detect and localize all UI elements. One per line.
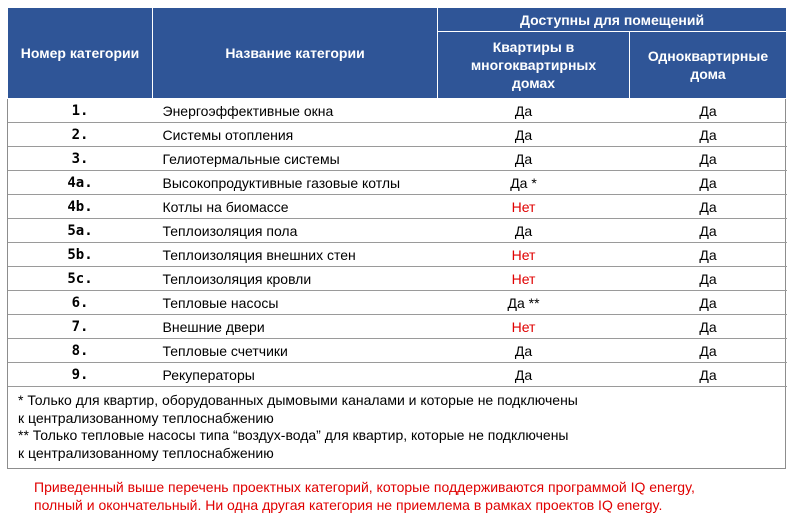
footnote-line: * Только для квартир, оборудованных дымовыми каналами и которые не подключены: [18, 392, 578, 408]
houses-availability: Да: [630, 99, 787, 123]
footnote-line: к централизованному теплоснабжению: [18, 409, 274, 426]
category-name: Внешние двери: [153, 315, 438, 339]
category-number: 9.: [8, 363, 153, 387]
table-row: [8, 147, 787, 171]
category-name: Энергоэффективные окна: [153, 99, 438, 123]
apartments-availability: Да: [438, 363, 630, 387]
category-number: 4a.: [8, 171, 153, 195]
apartments-availability: Да: [438, 123, 630, 147]
table-row: [8, 339, 787, 363]
table-row: [8, 315, 787, 339]
houses-availability: Да: [630, 123, 787, 147]
table-row: [8, 291, 787, 315]
header-number: Номер категории: [8, 8, 153, 99]
houses-availability: Да: [630, 267, 787, 291]
category-name: Высокопродуктивные газовые котлы: [153, 171, 438, 195]
houses-availability: Да: [630, 315, 787, 339]
category-number: 1.: [8, 99, 153, 123]
category-number: 2.: [8, 123, 153, 147]
category-number: 6.: [8, 291, 153, 315]
category-number: 5a.: [8, 219, 153, 243]
header-houses: Одноквартирные дома: [630, 32, 787, 99]
category-number: 5c.: [8, 267, 153, 291]
header-group: Доступны для помещений: [438, 8, 787, 32]
houses-availability: Да: [630, 291, 787, 315]
houses-availability: Да: [630, 243, 787, 267]
apartments-availability: Да: [438, 147, 630, 171]
category-name: Гелиотермальные системы: [153, 147, 438, 171]
header-apartments: Квартиры в многоквартирных домах: [438, 32, 630, 99]
apartments-availability: Да: [438, 99, 630, 123]
table-row: [8, 99, 787, 123]
categories-table: [7, 7, 787, 387]
header-name: Название категории: [153, 8, 438, 99]
houses-availability: Да: [630, 195, 787, 219]
table-row: [8, 171, 787, 195]
table-row: [8, 243, 787, 267]
footnote-line: ** Только тепловые насосы типа “воздух-вода” для квартир, которые не подключены: [18, 427, 569, 443]
houses-availability: Да: [630, 363, 787, 387]
notice: [34, 478, 695, 514]
table-row: [8, 267, 787, 291]
category-number: 3.: [8, 147, 153, 171]
category-name: Теплоизоляция кровли: [153, 267, 438, 291]
footnotes: [18, 392, 578, 462]
apartments-availability: Нет: [438, 315, 630, 339]
category-name: Теплоизоляция внешних стен: [153, 243, 438, 267]
category-number: 4b.: [8, 195, 153, 219]
apartments-availability: Да: [438, 219, 630, 243]
footnote-line: к централизованному теплоснабжению: [18, 444, 274, 461]
apartments-availability: Нет: [438, 243, 630, 267]
category-number: 5b.: [8, 243, 153, 267]
category-name: Тепловые счетчики: [153, 339, 438, 363]
apartments-availability: Да: [438, 339, 630, 363]
apartments-availability: Нет: [438, 267, 630, 291]
houses-availability: Да: [630, 219, 787, 243]
houses-availability: Да: [630, 339, 787, 363]
category-name: Системы отопления: [153, 123, 438, 147]
category-name: Теплоизоляция пола: [153, 219, 438, 243]
category-name: Котлы на биомассе: [153, 195, 438, 219]
table-row: [8, 123, 787, 147]
table-row: [8, 195, 787, 219]
category-number: 8.: [8, 339, 153, 363]
apartments-availability: Да **: [438, 291, 630, 315]
notice-line: полный и окончательный. Ни одна другая категория не приемлема в рамках проектов IQ energy.: [34, 497, 663, 513]
category-number: 7.: [8, 315, 153, 339]
table-row: [8, 219, 787, 243]
houses-availability: Да: [630, 147, 787, 171]
notice-line: Приведенный выше перечень проектных категорий, которые поддерживаются программой IQ energy,: [34, 479, 695, 495]
table-row: [8, 363, 787, 387]
apartments-availability: Нет: [438, 195, 630, 219]
category-name: Рекуператоры: [153, 363, 438, 387]
houses-availability: Да: [630, 171, 787, 195]
apartments-availability: Да *: [438, 171, 630, 195]
category-name: Тепловые насосы: [153, 291, 438, 315]
